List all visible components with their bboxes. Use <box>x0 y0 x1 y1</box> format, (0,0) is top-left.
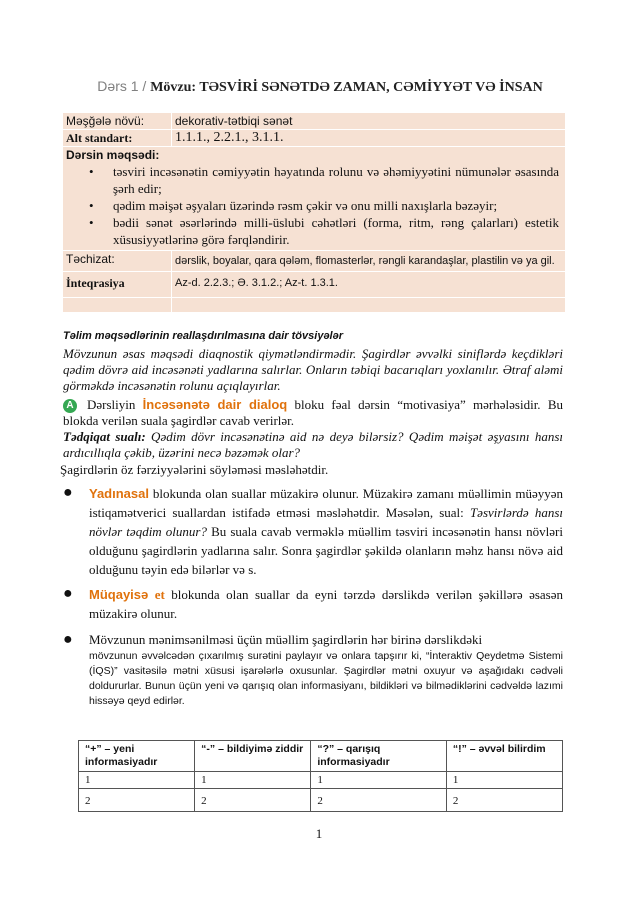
yadinasal-block-name: Yadınasal <box>89 486 149 501</box>
topic-title: TƏSVİRİ SƏNƏTDƏ ZAMAN, CƏMİYYƏT VƏ İNSAN <box>199 80 543 95</box>
info-row-type <box>63 113 565 130</box>
table-cell: 1 <box>79 772 195 789</box>
bullet-dot-icon: ● <box>63 585 73 602</box>
type-value: dekorativ-tətbiqi sənət <box>171 113 565 129</box>
goal-item: • qədim məişət əşyaları üzərində rəsm çəkir və onu milli naxışlarla bəzəyir; <box>85 197 559 214</box>
table-cell: 1 <box>195 772 311 789</box>
table-cell: 2 <box>79 789 195 812</box>
bullet-dot-icon: ● <box>63 631 73 648</box>
dialog-block-name: İncəsənətə dair dialoq <box>142 397 288 412</box>
integration-value: Az-d. 2.2.3.; Ə. 3.1.2.; Az-t. 1.3.1. <box>171 272 565 297</box>
bullet-iqs: ● Mövzunun mənimsənilməsi üçün müəllim şagirdlərin hər birinə dərslikdəki mövzunun əvvəlcədən çıxarılmış surətini paylayır və onlara tapşırır ki, “İnteraktiv Qeydetmə Sistemi (İQS)” vasitəsilə mətni xüsusi işarələrlə oxusunlar. Şagirdlər mətni oxuyur və aşağıdakı cədvəli doldururlar. Bunun üçün yeni və qarışıq olan informasiyanı, bildikləri və bilmədiklərini cədvəldə lazımi hissəyə qeyd edirlər. <box>63 631 563 707</box>
intro-paragraph: Mövzunun əsas məqsədi diaqnostik qiymətləndirmədir. Şagirdlər əvvəlki siniflərdə keçdikləri qədim dövrə aid incəsənəti yadlarına salırlar. Onların təbiqi bacarıqları yoxlanılır. Ətraf aləmi görməkdə incəsənətin rolunu açıqlayırlar. <box>63 346 563 393</box>
table-header-row <box>79 741 563 772</box>
dialog-paragraph: A Dərsliyin İncəsənətə dair dialoq bloku fəal dərsin “motivasiya” mərhələsidir. Bu blokda verilən suala şagirdlər cavab verirlər. <box>63 397 563 428</box>
page-number: 1 <box>315 826 323 841</box>
info-row-empty <box>63 298 565 312</box>
recommendations-heading: Təlim məqsədlərinin reallaşdırılmasına dair tövsiyələr <box>63 330 344 342</box>
table-row <box>79 772 563 789</box>
goal-item: • bədii sənət əsərlərində milli-üslubi cəhətləri (forma, ritm, rəng çalarları) estetik xüsusiyyətlərinə görə fərqləndirir. <box>85 214 559 248</box>
info-row-integration <box>63 272 565 298</box>
goals-label: Dərsin məqsədi: <box>66 148 160 162</box>
badge-icon: A <box>63 399 77 413</box>
info-row-equipment <box>63 251 565 272</box>
info-row-goals <box>63 147 565 251</box>
bullet-yadinasal: ● Yadınasal blokunda olan suallar müzakirə olunur. Müzakirə zamanı müəllimin müəyyən istiqamətverici suallardan istifadə etməsi məsləhətdir. Məsələn, sual: Təsvirlərdə hansı növlər təqdim olunur? Bu suala cavab verməklə müəllim təsviri incəsənətin hansı növləri olduğunu şagirdlərin yadlarına salır. Sonra şagirdlər şəkildə olanların məhz hansı növə aid olduğunu təyin edə bilərlər və s. <box>63 484 563 577</box>
iqs-table <box>78 740 563 812</box>
research-label: Tədqiqat sualı: <box>63 429 146 444</box>
muqayise-block-name: Müqayisə <box>89 587 149 602</box>
type-label: Məşğələ növü: <box>66 114 145 128</box>
bullet-muqayise: ● Müqayisə et blokunda olan suallar da eyni tərzdə dərslikdə verilən şəkillərə əsasən müzakirə olunur. <box>63 585 563 621</box>
table-cell: 2 <box>446 789 562 812</box>
hypothesis-text: Şagirdlərin öz fərziyyələrini söyləməsi məsləhətdir. <box>60 462 329 477</box>
table-cell: 2 <box>311 789 447 812</box>
table-header: “+” – yeni informasiyadır <box>79 741 195 772</box>
lesson-body <box>60 328 563 709</box>
lesson-number: Dərs 1 / <box>97 78 151 94</box>
topic-label: Mövzu: <box>150 80 200 95</box>
goal-item: • təsviri incəsənətin cəmiyyətin həyatında rolunu və əhəmiyyətini nümunələr əsasında şərh edir; <box>85 163 559 197</box>
table-cell: 1 <box>446 772 562 789</box>
lesson-info-table <box>63 113 565 312</box>
research-question: Tədqiqat sualı: Qədim dövr incəsənətinə aid nə deyə bilərsiz? Qədim məişət əşyasını hansı ardıcıllıqla çəkib, üzərini necə bəzəmək olar? <box>63 429 563 460</box>
standard-label: Alt standart: <box>66 131 133 145</box>
table-header: “?” – qarışıq informasiyadır <box>311 741 447 772</box>
integration-label: İnteqrasiya <box>66 276 125 290</box>
equipment-label: Təchizat: <box>66 252 115 266</box>
table-header: “!” – əvvəl bilirdim <box>446 741 562 772</box>
page-title <box>60 78 580 96</box>
table-header: “-” – bildiyimə ziddir <box>195 741 311 772</box>
table-cell: 1 <box>311 772 447 789</box>
info-row-standard <box>63 130 565 147</box>
goals-list <box>63 163 565 250</box>
bullet-dot-icon: ● <box>63 484 73 501</box>
table-cell: 2 <box>195 789 311 812</box>
table-row <box>79 789 563 812</box>
equipment-value: dərslik, boyalar, qara qələm, flomasterlər, rəngli karandaşlar, plastilin və ya gil. <box>171 251 565 271</box>
standard-value: 1.1.1., 2.2.1., 3.1.1. <box>171 130 565 146</box>
